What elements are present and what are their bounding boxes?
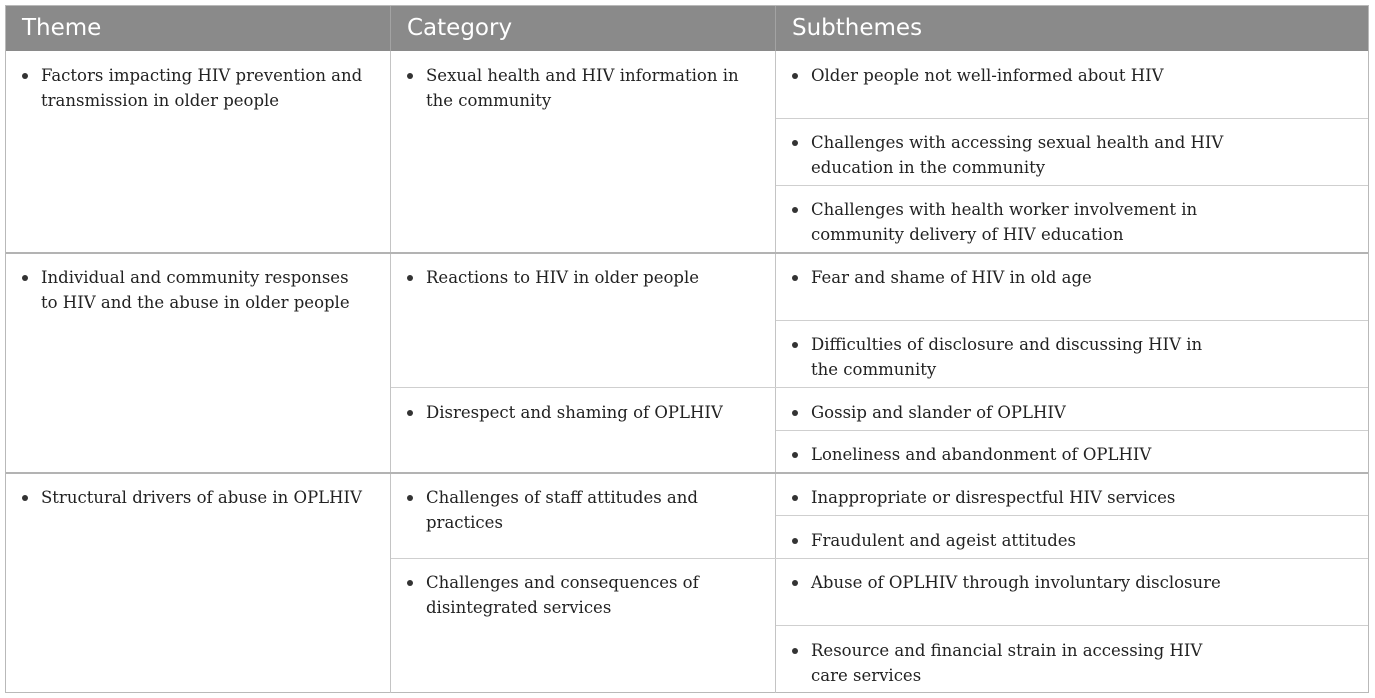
bullet-icon [407,73,413,79]
bullet-icon [792,140,798,146]
bullet-icon [22,73,28,79]
subtheme-text: Fear and shame of HIV in old age [811,268,1092,287]
bullet-icon [792,342,798,348]
theme-cell [6,265,366,315]
subtheme-cell [776,638,1226,688]
theme-text: Individual and community responses to HIV and the abuse in older people [41,268,350,312]
table-header [6,6,1368,51]
subtheme-text: Older people not well-informed about HIV [811,66,1164,85]
bullet-icon [22,495,28,501]
subtheme-cell [776,442,1226,467]
subtheme-text: Inappropriate or disrespectful HIV services [811,488,1176,507]
bullet-icon [792,73,798,79]
theme-cell [6,63,366,113]
bullet-icon [407,410,413,416]
header-subthemes: Subthemes [792,15,923,41]
bullet-icon [22,275,28,281]
header-category: Category [407,15,513,41]
subtheme-text: Abuse of OPLHIV through involuntary disclosure [811,573,1221,592]
bullet-icon [792,275,798,281]
bullet-icon [792,452,798,458]
theme-text: Structural drivers of abuse in OPLHIV [41,488,362,507]
bullet-icon [792,495,798,501]
category-cell [391,265,761,290]
bullet-icon [792,538,798,544]
subtheme-text: Resource and financial strain in accessing HIV care services [811,641,1203,685]
subtheme-cell [776,570,1226,595]
subtheme-cell [776,485,1226,510]
bullet-icon [407,495,413,501]
category-cell [391,485,761,535]
category-cell [391,570,721,620]
bullet-icon [792,410,798,416]
bullet-icon [407,580,413,586]
category-text: Challenges of staff attitudes and practices [426,488,698,532]
subtheme-cell [776,130,1226,180]
subtheme-text: Challenges with health worker involvement in community delivery of HIV education [811,200,1198,244]
themes-table [5,5,1369,693]
subtheme-cell [776,400,1226,425]
subtheme-cell [776,265,1226,290]
subtheme-text: Loneliness and abandonment of OPLHIV [811,445,1152,464]
subtheme-text: Fraudulent and ageist attitudes [811,531,1077,550]
bullet-icon [407,275,413,281]
category-cell [391,400,761,425]
subtheme-text: Difficulties of disclosure and discussing HIV in the community [811,335,1203,379]
bullet-icon [792,580,798,586]
category-text: Challenges and consequences of disintegrated services [426,573,699,617]
category-text: Disrespect and shaming of OPLHIV [426,403,723,422]
subtheme-cell [776,332,1226,382]
category-cell [391,63,761,113]
subtheme-text: Gossip and slander of OPLHIV [811,403,1066,422]
bullet-icon [792,207,798,213]
subtheme-cell [776,197,1226,247]
header-theme: Theme [22,15,102,41]
theme-text: Factors impacting HIV prevention and transmission in older people [41,66,363,110]
category-text: Sexual health and HIV information in the community [426,66,739,110]
subtheme-cell [776,63,1226,88]
category-text: Reactions to HIV in older people [426,268,700,287]
theme-cell [6,485,366,510]
subtheme-cell [776,528,1226,553]
subtheme-text: Challenges with accessing sexual health and HIV education in the community [811,133,1224,177]
bullet-icon [792,648,798,654]
